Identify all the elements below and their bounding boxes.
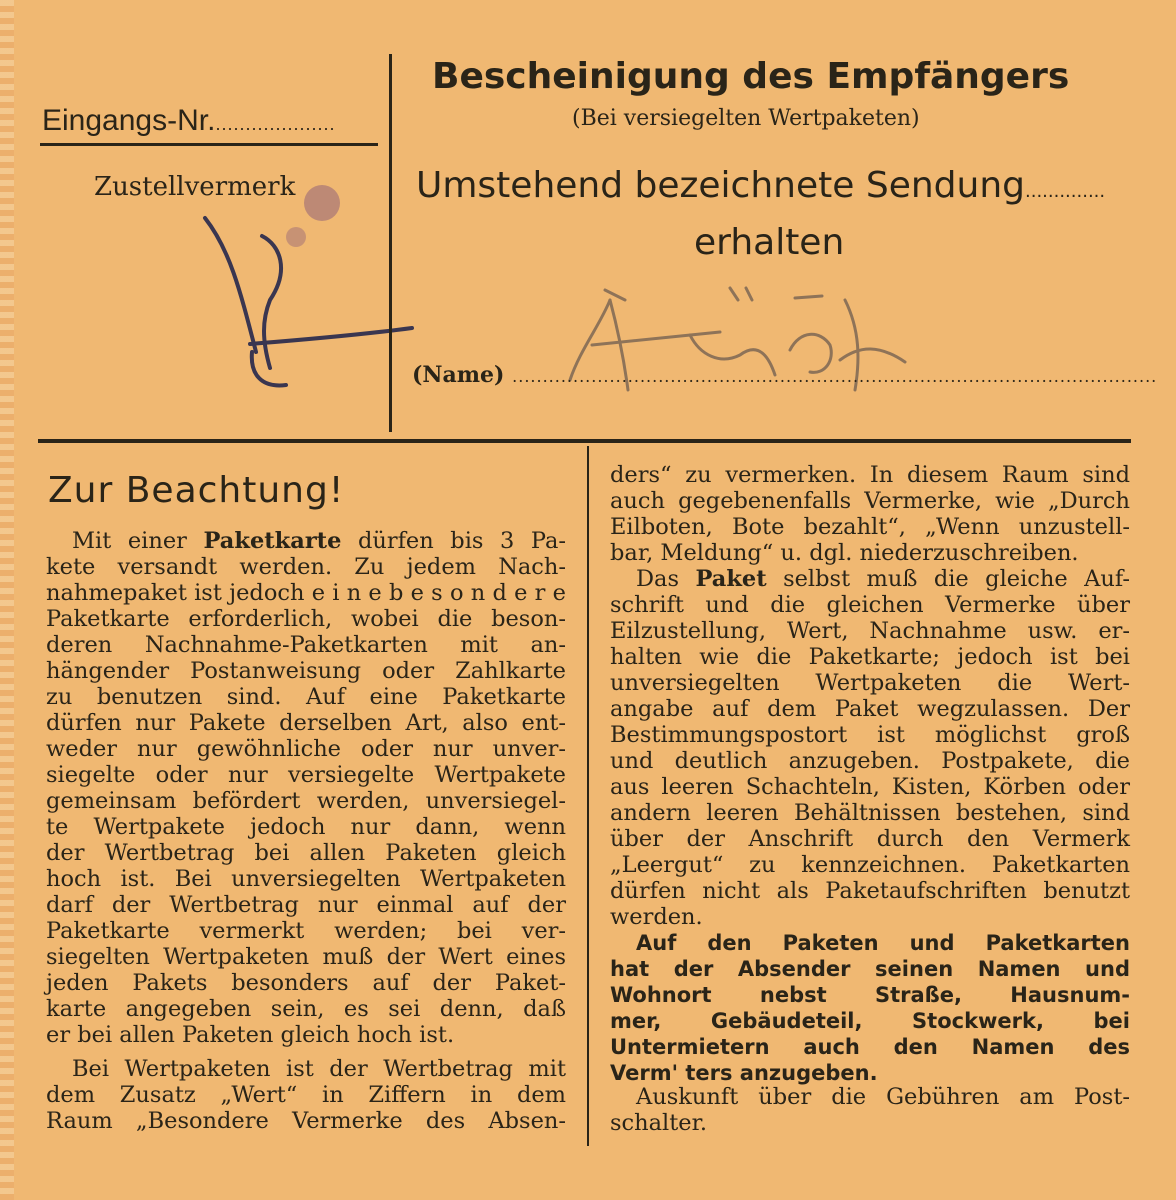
text-run: „Leergut“ zu kennzeichnen. Paketkarten bbox=[610, 852, 1130, 878]
text-line bbox=[610, 566, 1130, 592]
text-line bbox=[610, 722, 1130, 748]
text-line bbox=[610, 904, 1130, 930]
text-line bbox=[46, 918, 566, 944]
sendung-dots: .............. bbox=[1025, 181, 1106, 202]
text-run: Bei Wertpaketen ist der Wertbetrag mit bbox=[72, 1056, 566, 1082]
text-run: nahmepaket ist jedoch e i n e b e s o n d e r e bbox=[46, 580, 566, 606]
name-dots: .......................................................................................................... bbox=[512, 367, 1158, 386]
text-line bbox=[610, 852, 1130, 878]
recipient-certificate-title: Bescheinigung des Empfängers bbox=[432, 56, 1070, 97]
text-run: über der Anschrift durch den Vermerk bbox=[610, 826, 1130, 852]
text-run: Paketkarte vermerkt werden; bei ver- bbox=[46, 918, 566, 944]
text-line bbox=[610, 800, 1130, 826]
text-line bbox=[610, 878, 1130, 904]
text-run: Eilboten, Bote bezahlt“, „Wenn unzustell- bbox=[610, 514, 1130, 540]
text-run: der Wertbetrag bei allen Paketen gleich bbox=[46, 840, 566, 866]
text-run: zu benutzen sind. Auf eine Paketkarte bbox=[46, 684, 566, 710]
text-line bbox=[46, 892, 566, 918]
text-run: siegelte oder nur versiegelte Wertpakete bbox=[46, 762, 566, 788]
text-line bbox=[610, 1060, 1130, 1086]
text-line bbox=[610, 930, 1130, 956]
text-run: unversiegelten Wertpaketen die Wert- bbox=[610, 670, 1130, 696]
text-run: aus leeren Schachteln, Kisten, Körben oder bbox=[610, 774, 1130, 800]
text-line bbox=[46, 528, 566, 554]
text-run: ders“ zu vermerken. In diesem Raum sind bbox=[610, 462, 1130, 488]
section-divider bbox=[38, 439, 1131, 443]
text-line bbox=[610, 1034, 1130, 1060]
sendung-statement bbox=[416, 165, 1105, 206]
text-line bbox=[46, 840, 566, 866]
text-line bbox=[46, 788, 566, 814]
text-run: mer, Gebäudeteil, Stockwerk, bei bbox=[610, 1009, 1130, 1033]
text-run: Untermietern auch den Namen des bbox=[610, 1035, 1130, 1059]
text-run: selbst muß die gleiche Auf- bbox=[766, 566, 1131, 592]
text-run: schrift und die gleichen Vermerke über bbox=[610, 592, 1130, 618]
text-line bbox=[46, 1108, 566, 1134]
sender-instructions bbox=[610, 930, 1130, 1086]
text-line bbox=[46, 710, 566, 736]
text-run: dem Zusatz „Wert“ in Ziffern in dem bbox=[46, 1082, 566, 1108]
text-line bbox=[46, 658, 566, 684]
text-line bbox=[610, 592, 1130, 618]
eingangs-nr-dots: .................... bbox=[215, 114, 336, 134]
text-line bbox=[610, 540, 1130, 566]
text-line bbox=[610, 774, 1130, 800]
text-run: hoch ist. Bei unversiegelten Wertpaketen bbox=[46, 866, 566, 892]
text-line bbox=[610, 618, 1130, 644]
text-run: kete versandt werden. Zu jedem Nach- bbox=[46, 554, 566, 580]
text-run: Eilzustellung, Wert, Nachnahme usw. er- bbox=[610, 618, 1130, 644]
name-label: (Name) bbox=[412, 362, 505, 388]
text-line bbox=[610, 670, 1130, 696]
emphasis-text: Paketkarte bbox=[203, 528, 342, 554]
text-line bbox=[46, 1082, 566, 1108]
text-line bbox=[610, 1110, 1130, 1136]
text-line bbox=[610, 514, 1130, 540]
text-run: bar, Meldung“ u. dgl. niederzuschreiben. bbox=[610, 540, 1079, 566]
text-run: darf der Wertbetrag nur einmal auf der bbox=[46, 892, 566, 918]
text-run: dürfen bis 3 Pa- bbox=[341, 528, 567, 554]
text-run: halten wie die Paketkarte; jedoch ist bei bbox=[610, 644, 1130, 670]
text-run: dürfen nur Pakete derselben Art, also ent- bbox=[46, 710, 566, 736]
text-run: gemeinsam befördert werden, unversiegel- bbox=[46, 788, 566, 814]
column-divider bbox=[587, 446, 589, 1146]
text-line bbox=[46, 814, 566, 840]
text-run: Verm' ters anzugeben. bbox=[610, 1061, 878, 1085]
text-line bbox=[46, 684, 566, 710]
eingangs-nr-label: Eingangs-Nr. bbox=[42, 104, 216, 137]
zustellvermerk-label: Zustellvermerk bbox=[94, 172, 296, 202]
text-line bbox=[610, 462, 1130, 488]
text-run: siegelten Wertpaketen muß der Wert eines bbox=[46, 944, 566, 970]
notice-right-column bbox=[610, 462, 1130, 930]
text-line bbox=[46, 1056, 566, 1082]
text-run: Das bbox=[636, 566, 696, 592]
recipient-certificate-subtitle: (Bei versiegelten Wertpaketen) bbox=[572, 106, 920, 131]
text-run: Raum „Besondere Vermerke des Absen- bbox=[46, 1108, 566, 1134]
text-line bbox=[46, 554, 566, 580]
text-run: Auskunft über die Gebühren am Post- bbox=[636, 1084, 1130, 1110]
text-run: Auf den Paketen und Paketkarten bbox=[636, 931, 1130, 955]
text-line bbox=[46, 762, 566, 788]
fee-info bbox=[610, 1084, 1130, 1136]
notice-heading: Zur Beachtung! bbox=[48, 470, 345, 511]
emphasis-text: Paket bbox=[695, 566, 767, 592]
sendung-text: Umstehend bezeichnete Sendung bbox=[416, 165, 1025, 206]
text-line bbox=[46, 580, 566, 606]
text-line bbox=[46, 944, 566, 970]
delivery-scribble bbox=[205, 218, 412, 385]
text-run: te Wertpakete jedoch nur dann, wenn bbox=[46, 814, 566, 840]
text-run: Wohnort nebst Straße, Hausnum- bbox=[610, 983, 1130, 1007]
notice-left-column bbox=[46, 528, 566, 1134]
text-line bbox=[610, 1008, 1130, 1034]
text-run: deren Nachnahme-Paketkarten mit an- bbox=[46, 632, 566, 658]
text-line bbox=[46, 970, 566, 996]
text-line bbox=[610, 826, 1130, 852]
text-line bbox=[46, 632, 566, 658]
ink-stamp-smudge-2 bbox=[286, 227, 306, 247]
text-run: jeden Pakets besonders auf der Paket- bbox=[46, 970, 566, 996]
text-line bbox=[46, 736, 566, 762]
text-line bbox=[46, 866, 566, 892]
text-line bbox=[46, 606, 566, 632]
top-vertical-divider bbox=[389, 54, 392, 432]
text-line bbox=[610, 644, 1130, 670]
text-run: Paketkarte erforderlich, wobei die beson- bbox=[46, 606, 566, 632]
ink-stamp-smudge bbox=[304, 185, 340, 221]
text-run: Mit einer bbox=[72, 528, 204, 554]
erhalten-text: erhalten bbox=[694, 222, 845, 263]
text-run: dürfen nicht als Paketaufschriften benutzt bbox=[610, 878, 1130, 904]
text-line bbox=[610, 696, 1130, 722]
text-run: und deutlich anzugeben. Postpakete, die bbox=[610, 748, 1130, 774]
text-line bbox=[46, 996, 566, 1022]
text-run: schalter. bbox=[610, 1110, 708, 1136]
text-line bbox=[610, 488, 1130, 514]
text-run: werden. bbox=[610, 904, 703, 930]
text-line bbox=[610, 1084, 1130, 1110]
text-run: Bestimmungspostort ist möglichst groß bbox=[610, 722, 1130, 748]
text-run: hat der Absender seinen Namen und bbox=[610, 957, 1130, 981]
text-run: auch gegebenenfalls Vermerke, wie „Durch bbox=[610, 488, 1130, 514]
text-line bbox=[610, 956, 1130, 982]
name-field bbox=[412, 362, 1157, 388]
text-run: andern leeren Behältnissen bestehen, sind bbox=[610, 800, 1130, 826]
text-run: angabe auf dem Paket wegzulassen. Der bbox=[610, 696, 1130, 722]
text-line bbox=[610, 982, 1130, 1008]
text-line bbox=[46, 1022, 566, 1048]
text-run: er bei allen Paketen gleich hoch ist. bbox=[46, 1022, 455, 1048]
text-run: hängender Postanweisung oder Zahlkarte bbox=[46, 658, 566, 684]
text-run: karte angegeben sein, es sei denn, daß bbox=[46, 996, 566, 1022]
text-line bbox=[610, 748, 1130, 774]
text-run: weder nur gewöhnliche oder nur unver- bbox=[46, 736, 566, 762]
